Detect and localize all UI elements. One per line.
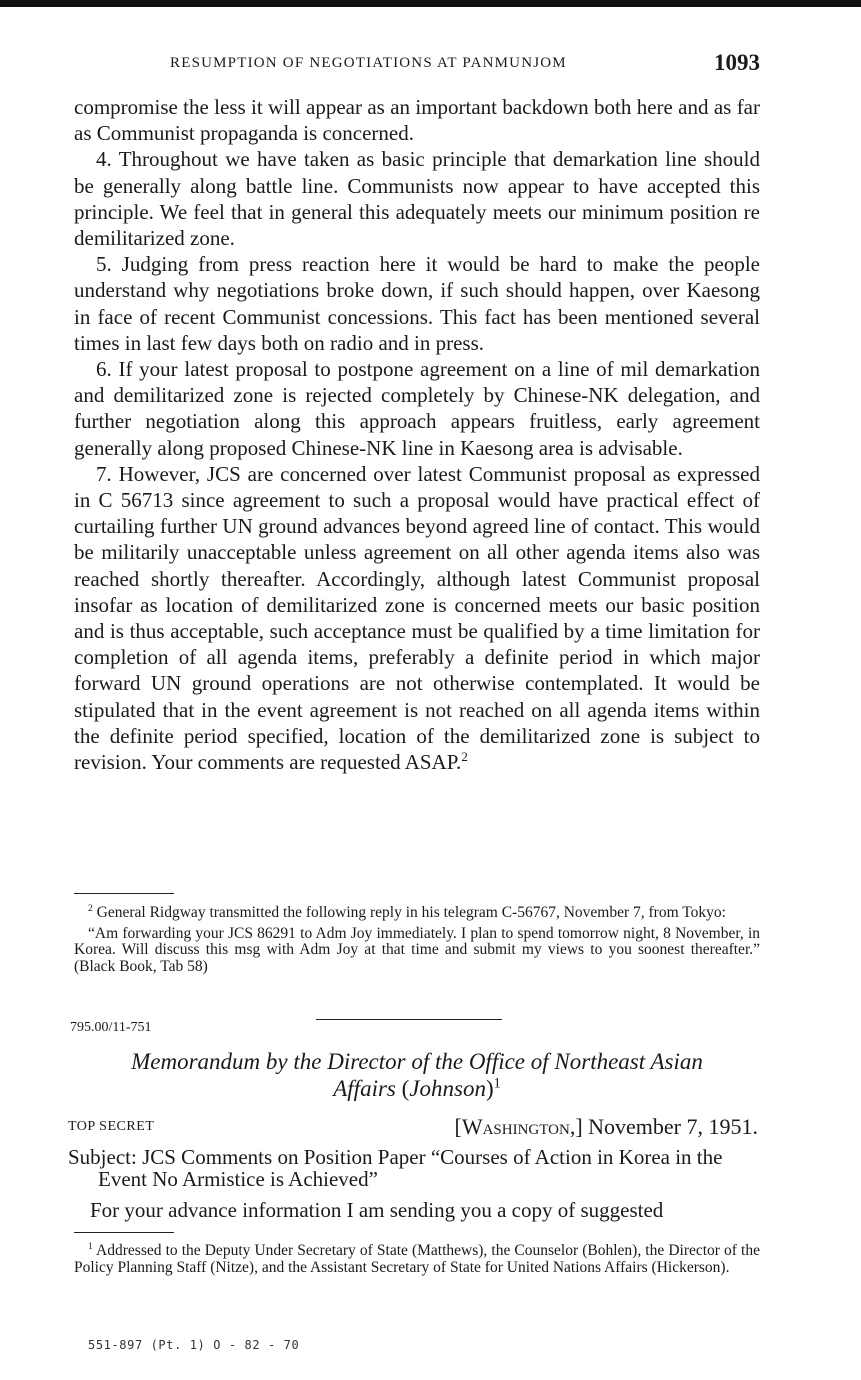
dateline-place: Washington xyxy=(461,1114,570,1139)
paragraph-4: 4. Throughout we have taken as basic principle that demarkation line should be generally along battle line. Communists now appear to have accepted this principle. We feel that in general this adequately meets our minimum position re demilitarized zone. xyxy=(74,147,760,251)
classification-label: TOP SECRET xyxy=(68,1119,155,1134)
top-edge-bar xyxy=(0,0,861,7)
footnote-2-quote: “Am forwarding your JCS 86291 to Adm Joy immediately. I plan to spend tomorrow night, 8 November, in Korea. Will discuss this msg with Adm Joy at that time and submit my views to you soonest thereafter.” (Black Book, Tab 58) xyxy=(74,924,760,975)
memo-title-line-2: Affairs (Johnson)$^1$ xyxy=(333,1075,501,1101)
paragraph-7: 7. However, JCS are concerned over latest Communist proposal as expressed in C 56713 since agreement to such a proposal would have practical effect of curtailing further UN ground advances beyond agreed line of contact. This would be militarily unacceptable unless agreement on all other agenda items also was reached shortly thereafter. Accordingly, although latest Communist proposal insofar as location of demilitarized zone is concerned meets our basic position and is thus acceptable, such acceptance must be qualified by a time limitation for completion of all agenda items, preferably a definite period in which major forward UN ground operations are not otherwise contemplated. It would be stipulated that in the event agreement is not reached on all agenda items within the definite period specified, location of the demilitarized zone is subject to revision. Your comments are requested ASAP.$^2$ xyxy=(74,461,760,775)
footnote-rule-1 xyxy=(74,1232,174,1233)
file-number: 795.00/11-751 xyxy=(70,1020,152,1035)
print-code: 551-897 (Pt. 1) O - 82 - 70 xyxy=(88,1338,300,1352)
paragraph-continued: compromise the less it will appear as an important backdown both here and as far as Communist propaganda is concerned. xyxy=(74,95,760,146)
memo-title-line-1: Memorandum by the Director of the Office of Northeast Asian xyxy=(131,1049,703,1074)
page-header xyxy=(74,50,760,82)
paragraph-6: 6. If your latest proposal to postpone agreement on a line of mil demarkation and demilitarized zone is rejected completely by Chinese-NK delegation, and further negotiation along this approach appears fruitless, early agreement generally along proposed Chinese-NK line in Kaesong area is advisable. xyxy=(74,357,760,460)
footnote-2-text: $^2$ General Ridgway transmitted the following reply in his telegram C-56767, November 7, from Tokyo: xyxy=(88,902,726,921)
subject-text: JCS Comments on Position Paper “Courses of Action in Korea in the Event No Armistice is Achieved” xyxy=(98,1145,723,1191)
footnote-rule-2 xyxy=(74,893,174,894)
memo-title xyxy=(74,1048,760,1102)
subject-label: Subject: xyxy=(68,1145,137,1169)
footnote-ref-2: 2 xyxy=(461,749,468,765)
footnote-2-marker: 2 xyxy=(88,902,93,914)
body-text xyxy=(74,94,760,775)
subject-line xyxy=(68,1146,760,1190)
running-head: RESUMPTION OF NEGOTIATIONS AT PANMUNJOM xyxy=(170,55,567,71)
section-divider xyxy=(316,1019,502,1020)
footnote-1-marker: 1 xyxy=(88,1240,93,1252)
footnote-2 xyxy=(74,902,760,979)
dateline-date: November 7, 1951. xyxy=(588,1114,758,1139)
paragraph-5: 5. Judging from press reaction here it would be hard to make the people understand why negotiations broke down, if such should happen, over Kaesong in face of recent Communist concessions. This fact has been mentioned several times in last few days both on radio and in press. xyxy=(74,252,760,355)
footnote-ref-1: 1 xyxy=(493,1075,501,1092)
memo-opening-line: For your advance information I am sending you a copy of suggested xyxy=(90,1198,664,1222)
page-number: 1093 xyxy=(714,50,760,75)
footnote-1-text: $^1$ Addressed to the Deputy Under Secretary of State (Matthews), the Counselor (Bohlen), the Director of the Policy Planning Staff (Nitze), and the Assistant Secretary of State for United Nations Affairs (Hickerson). xyxy=(74,1240,760,1276)
dateline: [Washington,] November 7, 1951. xyxy=(454,1114,758,1139)
footnote-1 xyxy=(74,1240,760,1280)
